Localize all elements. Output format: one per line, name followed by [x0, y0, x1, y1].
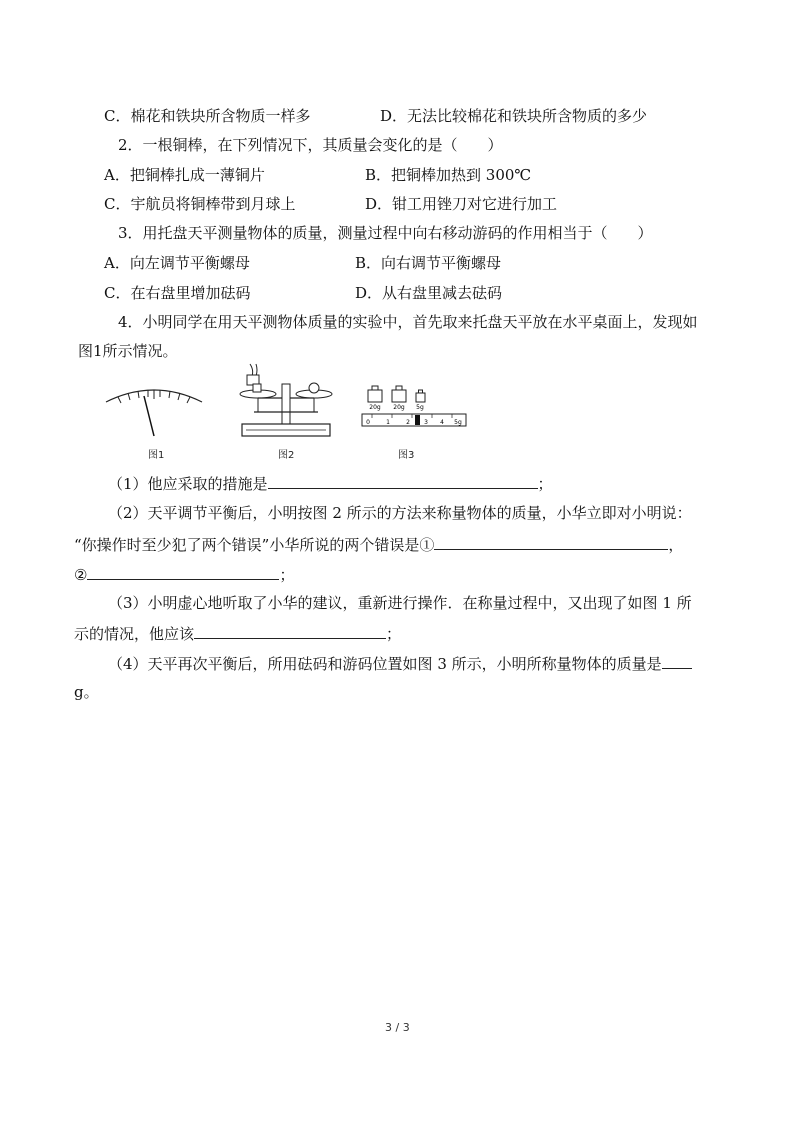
q2-option-d: D．钳工用锉刀对它进行加工 [365, 195, 558, 213]
q4-sub1-end: ； [537, 475, 553, 493]
q4-sub2-answer-blank-2[interactable] [87, 563, 279, 580]
q3-option-a: A．向左调节平衡螺母 [104, 254, 250, 272]
q4-sub3-end: ； [386, 625, 402, 643]
q4-sub2-line2-text: “你操作时至少犯了两个错误”小华所说的两个错误是① [74, 536, 435, 554]
q4-sub2-mark-2: ② [74, 566, 88, 584]
page-number: 3 / 3 [385, 1021, 410, 1034]
weight-20g-b [392, 390, 406, 402]
weight-20g-a-label: 20g [369, 404, 381, 411]
weight-5g-label: 5g [416, 404, 424, 411]
scale-tick-5: 5g [454, 419, 462, 426]
figure-3-caption: 图3 [398, 450, 415, 461]
rider [415, 415, 420, 425]
q4-sub2-line2 [74, 533, 683, 555]
figure-1-caption: 图1 [148, 450, 165, 461]
q4-sub4-text: （4）天平再次平衡后，所用砝码和游码位置如图 3 所示，小明所称量物体的质量是 [108, 655, 662, 673]
q4-sub2-line3 [74, 563, 294, 585]
q4-sub2-line3-end: ； [279, 566, 295, 584]
rider-scale-bar [362, 414, 466, 426]
q4-sub4-line2: g。 [74, 683, 99, 701]
q3-option-c: C．在右盘里增加砝码 [104, 284, 251, 302]
figure-2-caption: 图2 [278, 450, 295, 461]
q4-sub1-answer-blank[interactable] [268, 472, 538, 489]
q2-option-c: C．宇航员将铜棒带到月球上 [104, 195, 296, 213]
figure-3-weights-and-scale [360, 382, 470, 432]
q2-option-b: B．把铜棒加热到 300℃ [365, 166, 532, 184]
q4-sub3-line2 [74, 622, 401, 644]
scale-tick-3: 3 [424, 419, 428, 426]
q4-stem-line1: 4．小明同学在用天平测物体质量的实验中，首先取来托盘天平放在水平桌面上，发现如 [118, 313, 698, 331]
q1-option-c: C．棉花和铁块所含物质一样多 [104, 107, 311, 125]
q4-sub2-answer-blank-1[interactable] [434, 533, 668, 550]
q2-stem: 2．一根铜棒，在下列情况下，其质量会变化的是（ ） [118, 136, 503, 154]
q4-stem-line2: 图1所示情况。 [78, 342, 178, 360]
q3-option-d: D．从右盘里减去砝码 [355, 284, 503, 302]
q3-stem: 3．用托盘天平测量物体的质量，测量过程中向右移动游码的作用相当于（ ） [118, 224, 653, 242]
q4-sub1-text: （1）他应采取的措施是 [108, 475, 268, 493]
scale-tick-1: 1 [386, 419, 390, 426]
q4-sub1 [108, 472, 553, 494]
q2-option-a: A．把铜棒扎成一薄铜片 [104, 166, 265, 184]
figure-2-tray-balance [236, 362, 336, 442]
q4-sub4-answer-blank[interactable] [662, 652, 692, 669]
weight-5g [416, 393, 425, 402]
q4-sub3-text: 示的情况，他应该 [74, 625, 195, 643]
q3-option-b: B．向右调节平衡螺母 [355, 254, 502, 272]
scale-tick-2: 2 [406, 419, 410, 426]
q4-sub2-line2-end: ， [668, 536, 684, 554]
q4-sub2-line1: （2）天平调节平衡后，小明按图 2 所示的方法来称量物体的质量，小华立即对小明说： [108, 504, 692, 522]
weight-20g-b-label: 20g [393, 404, 405, 411]
figure-1-pointer [144, 396, 154, 436]
q4-sub3-line1: （3）小明虚心地听取了小华的建议，重新进行操作．在称量过程中，又出现了如图 1 所 [108, 594, 692, 612]
scale-tick-4: 4 [440, 419, 444, 426]
q1-option-d: D．无法比较棉花和铁块所含物质的多少 [380, 107, 648, 125]
q4-sub4-line1 [108, 652, 692, 674]
figure-1-pointer-scale [104, 384, 204, 439]
weight-20g-a [368, 390, 382, 402]
scale-tick-0: 0 [366, 419, 370, 426]
q4-sub3-answer-blank[interactable] [194, 622, 386, 639]
